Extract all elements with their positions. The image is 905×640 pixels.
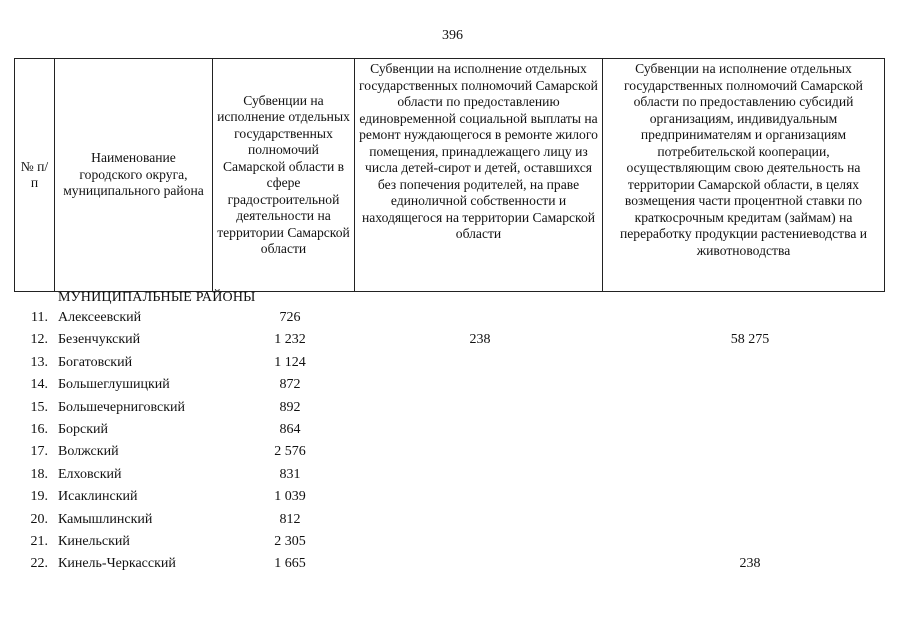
district-name: Исаклинский <box>58 489 138 505</box>
table-row <box>0 444 905 466</box>
district-name: Волжский <box>58 444 119 460</box>
value-col1: 872 <box>279 377 301 393</box>
district-name: Елховский <box>58 466 122 482</box>
table-row <box>0 556 905 578</box>
value-col3: 58 275 <box>730 332 770 348</box>
district-name: Камышлинский <box>58 511 153 527</box>
district-name: Большеглушицкий <box>58 377 170 393</box>
table-row <box>0 377 905 399</box>
value-col1: 726 <box>279 310 301 325</box>
district-name: Богатовский <box>58 354 133 370</box>
row-number: 12. <box>30 332 48 348</box>
table-row <box>0 332 905 354</box>
value-col1: 831 <box>279 466 301 482</box>
value-col2: 238 <box>469 332 491 348</box>
table-row <box>0 512 905 534</box>
row-number: 14. <box>30 377 48 393</box>
district-name: Алексеевский <box>58 310 142 325</box>
header-table <box>14 58 885 292</box>
value-col1: 2 576 <box>274 444 306 460</box>
row-number: 22. <box>30 556 48 572</box>
value-col3: 238 <box>739 556 761 572</box>
header-col2: Субвенции на исполнение отдельных государственных полномочий Самарской области по предоставлению единовременной социальной выплаты на ремонт нуждающегося в ремонте жилого помещения, принадлежащего лицу из числа детей-сирот и детей, оставшихся без попечения родителей, на праве единоличной собственности и находящегося на территории Самарской области <box>355 59 603 292</box>
district-name: Борский <box>58 422 109 437</box>
value-col1: 1 124 <box>274 354 306 370</box>
table-row <box>0 310 905 332</box>
table-row <box>0 489 905 511</box>
value-col1: 1 232 <box>274 332 306 348</box>
value-col1: 864 <box>279 422 301 437</box>
table-row <box>0 467 905 489</box>
header-col1: Субвенции на исполнение отдельных государственных полномочий Самарской области в сфере градостроительной деятельности на территории Самарской области <box>213 59 355 292</box>
table-row <box>0 534 905 556</box>
value-col1: 892 <box>279 399 301 415</box>
table-row <box>0 355 905 377</box>
district-name: Безенчукский <box>58 332 141 348</box>
row-number: 19. <box>30 489 48 505</box>
row-number: 13. <box>30 354 48 370</box>
row-number: 21. <box>30 534 48 549</box>
row-number: 17. <box>30 444 48 460</box>
row-number: 16. <box>30 422 48 437</box>
table-row <box>0 422 905 444</box>
table-row <box>0 400 905 422</box>
section-title: МУНИЦИПАЛЬНЫЕ РАЙОНЫ <box>58 290 256 305</box>
district-name: Кинель-Черкасский <box>58 556 176 572</box>
value-col1: 1 039 <box>274 489 306 505</box>
header-num: № п/п <box>15 59 55 292</box>
page-number: 396 <box>442 28 463 43</box>
value-col1: 1 665 <box>274 556 306 572</box>
district-name: Кинельский <box>58 534 130 549</box>
header-name: Наименование городского округа, муниципального района <box>55 59 213 292</box>
value-col1: 812 <box>279 511 301 527</box>
value-col1: 2 305 <box>274 534 306 549</box>
header-col3: Субвенции на исполнение отдельных государственных полномочий Самарской области по предоставлению субсидий организациям, индивидуальным предпринимателям и организациям потребительской кооперации, осуществляющим свою деятельность на территории Самарской области, в целях возмещения части процентной ставки по краткосрочным кредитам (займам) на переработку продукции растениеводства и животноводства <box>603 59 885 292</box>
header-row <box>15 59 885 292</box>
district-name: Большечерниговский <box>58 399 186 415</box>
row-number: 18. <box>30 466 48 482</box>
row-number: 20. <box>30 511 48 527</box>
row-number: 11. <box>31 310 48 325</box>
row-number: 15. <box>30 399 48 415</box>
